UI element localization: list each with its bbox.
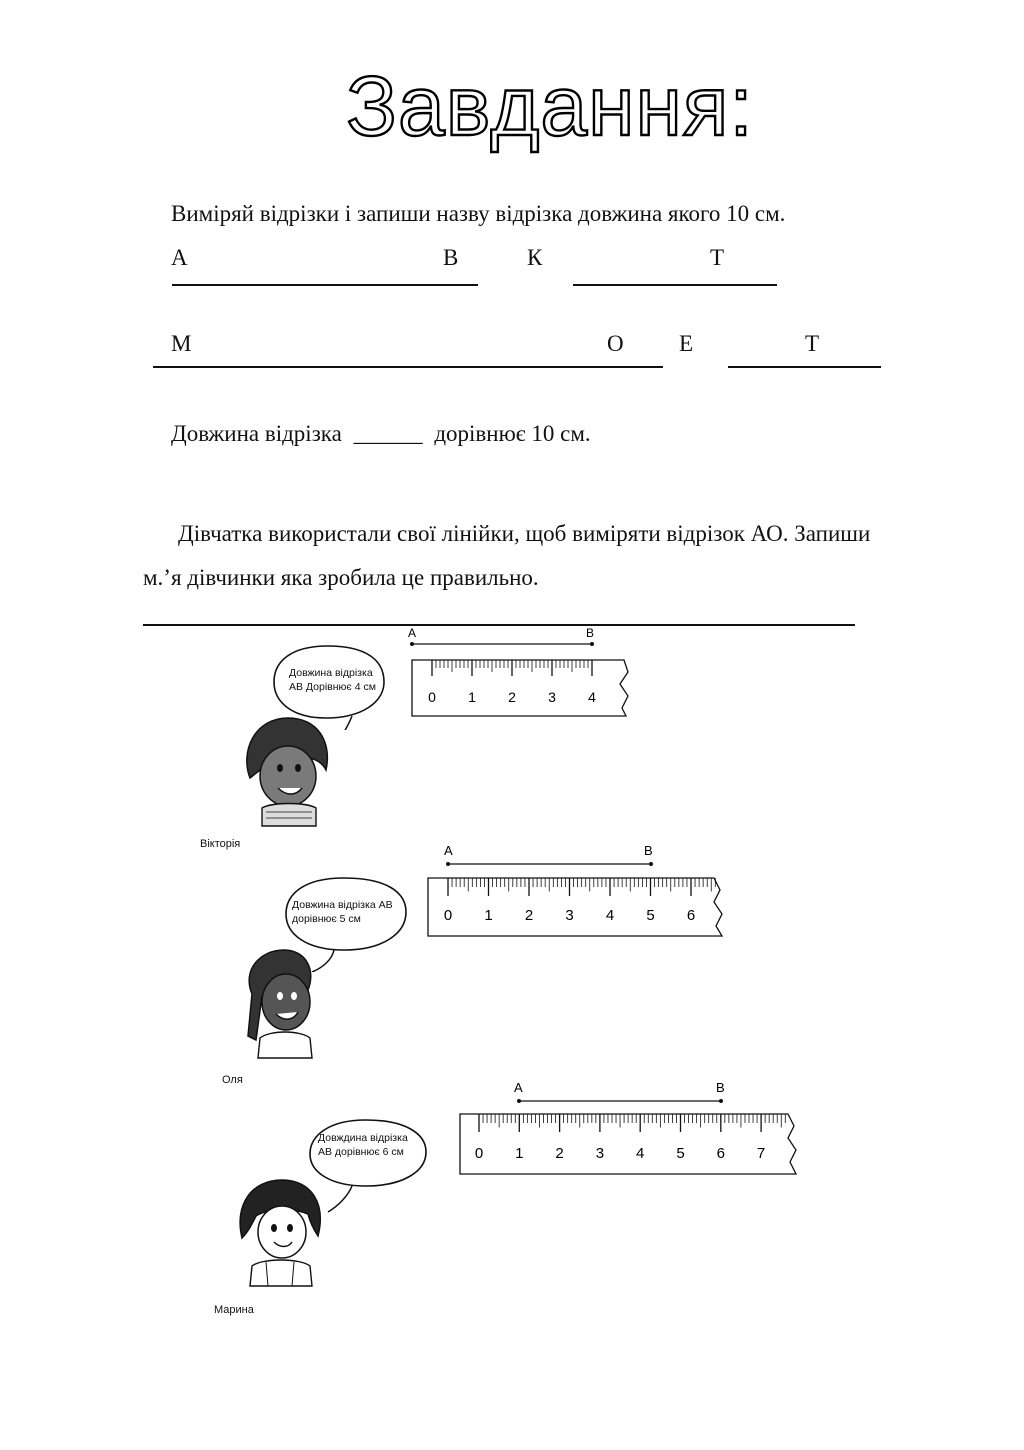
- point-label-o: О: [607, 331, 624, 356]
- ruler-with-segment: [404, 624, 634, 722]
- segment-ab: [172, 284, 478, 286]
- ruler-number: 0: [443, 907, 453, 924]
- ruler-number: 2: [508, 689, 516, 705]
- task2-line1: Дівчатка використали свої лінійки, щоб виміряти відрізок АО. Запиши: [178, 521, 871, 546]
- point-a-label: A: [408, 626, 417, 640]
- speech-line-1: Довжина відрізка АВ: [292, 899, 393, 911]
- ruler-number: 7: [756, 1145, 766, 1162]
- point-label-b: В: [443, 245, 459, 270]
- point-b-label: B: [586, 626, 595, 640]
- ruler-with-segment: [452, 1076, 804, 1180]
- ruler-number: 4: [588, 689, 596, 705]
- ruler-number: 1: [515, 1145, 524, 1162]
- segment-mo: [153, 366, 663, 368]
- point-a-label: A: [444, 843, 453, 858]
- point-b-label: B: [644, 843, 653, 858]
- ruler-number: 3: [548, 689, 556, 705]
- speech-line-2: АВ Дорівнює 4 см: [289, 681, 376, 693]
- point-label-t: Т: [710, 245, 725, 270]
- answer-blank[interactable]: ______: [353, 421, 423, 446]
- ruler-with-segment: [422, 840, 734, 940]
- ruler-number: 4: [605, 907, 615, 924]
- ruler-number: 2: [555, 1145, 564, 1162]
- figure-name: Оля: [222, 1074, 243, 1086]
- point-label-m: М: [171, 331, 192, 356]
- ruler-number: 6: [716, 1145, 725, 1162]
- girl-illustration: [236, 712, 336, 828]
- speech-line-2: АВ дорівнює 6 см: [318, 1146, 404, 1158]
- ruler-number: 4: [636, 1145, 645, 1162]
- girl-illustration: [236, 944, 322, 1060]
- speech-line-2: дорівнює 5 см: [292, 913, 361, 925]
- point-label-t2: Т: [805, 331, 820, 356]
- point-label-e: Е: [679, 331, 694, 356]
- ruler-number: 3: [595, 1145, 605, 1162]
- speech-line-1: Довждина відрізка: [318, 1132, 408, 1144]
- ruler-number: 2: [524, 907, 534, 924]
- point-label-a: А: [171, 245, 188, 270]
- task2-line2: м.’я дівчинки яка зробила це правильно.: [143, 565, 539, 590]
- point-a-label: A: [514, 1080, 523, 1095]
- ruler-number: 0: [474, 1145, 484, 1162]
- ruler-number: 1: [484, 907, 493, 924]
- segment-kt: [573, 284, 777, 286]
- ruler-number: 3: [565, 907, 574, 924]
- page-title: Завдання:: [346, 59, 754, 153]
- answer-sentence: [171, 421, 591, 447]
- segment-et: [728, 366, 881, 368]
- answer-suffix: дорівнює 10 см.: [434, 421, 591, 446]
- ruler-number: 5: [646, 907, 655, 924]
- girl-illustration: [232, 1174, 328, 1288]
- ruler-number: 5: [676, 1145, 685, 1162]
- figure-name: Вікторія: [200, 838, 241, 850]
- task1-instruction: Виміряй відрізки і запиши назву відрізка довжина якого 10 см.: [171, 201, 786, 226]
- ruler-number: 0: [428, 689, 436, 705]
- ruler-number: 1: [468, 689, 476, 705]
- speech-line-1: Довжина відрізка: [289, 667, 373, 679]
- ruler-number: 6: [686, 907, 696, 924]
- point-label-k: К: [527, 245, 543, 270]
- answer-prefix: Довжина відрізка: [171, 421, 342, 446]
- figure-name: Марина: [214, 1304, 254, 1316]
- point-b-label: B: [716, 1080, 725, 1095]
